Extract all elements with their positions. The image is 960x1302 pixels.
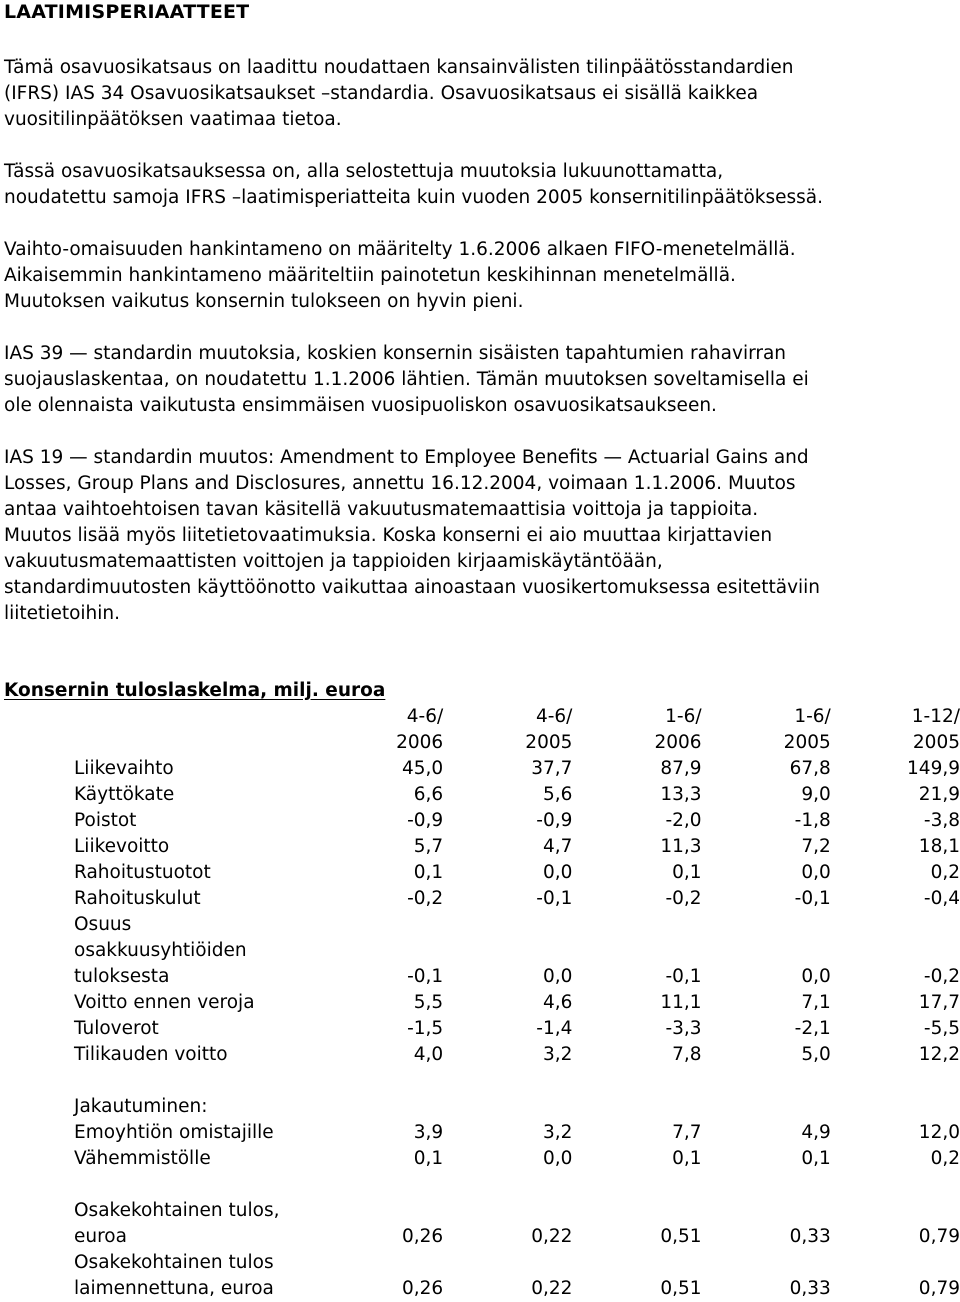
cell-value: 17,7 xyxy=(918,992,960,1013)
cell-value: -0,2 xyxy=(407,888,444,909)
table-row xyxy=(4,834,960,860)
text-line: Aikaisemmin hankintameno määriteltiin painotetun keskihinnan menetelmällä. xyxy=(4,265,736,286)
paragraph-ias39 xyxy=(4,341,956,419)
table-row xyxy=(4,1224,960,1250)
cell-value: -0,9 xyxy=(536,810,573,831)
cell-value: 37,7 xyxy=(531,758,573,779)
cell-value: 5,0 xyxy=(801,1044,831,1065)
cell-value: 0,51 xyxy=(660,1278,702,1299)
table-row xyxy=(4,1016,960,1042)
cell-value: 13,3 xyxy=(660,784,702,805)
text-line: (IFRS) IAS 34 Osavuosikatsaukset –standardia. Osavuosikatsaus ei sisällä kaikkea xyxy=(4,83,759,104)
cell-value: 0,0 xyxy=(542,966,573,987)
cell-value: -0,4 xyxy=(923,888,960,909)
row-label: Tilikauden voitto xyxy=(74,1044,228,1065)
table-row xyxy=(4,1120,960,1146)
column-header-year: 2005 xyxy=(525,732,573,753)
cell-value: 0,51 xyxy=(660,1226,702,1247)
header-period-row xyxy=(4,704,960,730)
cell-value: 0,0 xyxy=(542,1148,573,1169)
text-line: Tämä osavuosikatsaus on laadittu noudattaen kansainvälisten tilinpäätösstandardien xyxy=(4,57,794,78)
cell-value: 0,2 xyxy=(930,1148,960,1169)
text-line: noudatettu samoja IFRS –laatimisperiatteita kuin vuoden 2005 konsernitilinpäätöksessä. xyxy=(4,187,823,208)
row-label: Käyttökate xyxy=(74,784,175,805)
cell-value: 3,9 xyxy=(413,1122,444,1143)
paragraph-inventory xyxy=(4,237,956,315)
cell-value: 7,8 xyxy=(672,1044,702,1065)
paragraph-ias34 xyxy=(4,55,956,133)
text-line: standardimuutosten käyttöönotto vaikuttaa ainoastaan vuosikertomuksessa esitettäviin xyxy=(4,577,821,598)
row-label: Voitto ennen veroja xyxy=(74,992,255,1013)
cell-value: 4,9 xyxy=(801,1122,831,1143)
text-line: Muutos lisää myös liitetietovaatimuksia. Koska konserni ei aio muuttaa kirjattavien xyxy=(4,525,773,546)
income-statement-title: Konsernin tuloslaskelma, milj. euroa xyxy=(4,680,386,701)
table-row xyxy=(4,938,960,964)
cell-value: 11,1 xyxy=(660,992,702,1013)
cell-value: 0,79 xyxy=(918,1278,960,1299)
cell-value: 18,1 xyxy=(918,836,960,857)
cell-value: 149,9 xyxy=(907,758,960,779)
paragraph-ifrs-principles xyxy=(4,159,956,211)
column-header-year: 2005 xyxy=(912,732,960,753)
cell-value: 21,9 xyxy=(918,784,960,805)
text-line: antaa vaihtoehtoisen tavan käsitellä vakuutusmatemaattisia voittoja ja tappioita. xyxy=(4,499,759,520)
cell-value: 0,1 xyxy=(413,862,444,883)
header-year-row xyxy=(4,730,960,756)
cell-value: 0,33 xyxy=(789,1278,831,1299)
distribution-title: Jakautuminen: xyxy=(74,1096,208,1117)
row-label: Poistot xyxy=(74,810,137,831)
text-line: ole olennaista vaikutusta ensimmäisen vuosipuoliskon osavuosikatsaukseen. xyxy=(4,395,717,416)
cell-value: 0,26 xyxy=(402,1226,444,1247)
row-label-line: Osakekohtainen tulos xyxy=(74,1252,274,1273)
column-header: 4-6/ xyxy=(535,706,573,727)
page-title: LAATIMISPERIAATTEET xyxy=(4,1,250,23)
text-line: IAS 39 — standardin muutoksia, koskien konsernin sisäisten tapahtumien rahavirran xyxy=(4,343,787,364)
row-label: Liikevaihto xyxy=(74,758,174,779)
cell-value: 4,6 xyxy=(542,992,573,1013)
cell-value: 87,9 xyxy=(660,758,702,779)
table-row xyxy=(4,964,960,990)
cell-value: -0,2 xyxy=(665,888,702,909)
table-row xyxy=(4,1042,960,1068)
text-line: vakuutusmatemaattisten voittojen ja tappioiden kirjaamiskäytäntöään, xyxy=(4,551,663,572)
table-row xyxy=(4,756,960,782)
row-label: Liikevoitto xyxy=(74,836,170,857)
text-line: liitetietoihin. xyxy=(4,603,121,624)
column-header: 1-12/ xyxy=(911,706,960,727)
cell-value: -2,0 xyxy=(665,810,702,831)
table-row xyxy=(4,912,960,938)
table-row xyxy=(4,860,960,886)
cell-value: 0,79 xyxy=(918,1226,960,1247)
column-header-year: 2006 xyxy=(654,732,702,753)
spacer-row xyxy=(4,1172,960,1198)
table-row xyxy=(4,886,960,912)
cell-value: 0,22 xyxy=(531,1226,573,1247)
text-line: Losses, Group Plans and Disclosures, annettu 16.12.2004, voimaan 1.1.2006. Muutos xyxy=(4,473,796,494)
cell-value: -1,5 xyxy=(407,1018,444,1039)
cell-value: 0,26 xyxy=(402,1278,444,1299)
text-line: Tässä osavuosikatsauksessa on, alla selostettuja muutoksia lukuunottamatta, xyxy=(4,161,724,182)
cell-value: 3,2 xyxy=(542,1122,573,1143)
cell-value: -3,8 xyxy=(923,810,960,831)
cell-value: 0,1 xyxy=(672,862,702,883)
cell-value: 3,2 xyxy=(542,1044,573,1065)
cell-value: 5,7 xyxy=(413,836,444,857)
column-header-year: 2005 xyxy=(783,732,831,753)
text-line: vuositilinpäätöksen vaatimaa tietoa. xyxy=(4,109,342,130)
table-row xyxy=(4,990,960,1016)
cell-value: 12,2 xyxy=(918,1044,960,1065)
table-row xyxy=(4,1146,960,1172)
row-label: Vähemmistölle xyxy=(74,1148,211,1169)
cell-value: -0,2 xyxy=(923,966,960,987)
column-header-year: 2006 xyxy=(396,732,444,753)
cell-value: -0,1 xyxy=(794,888,831,909)
table-row xyxy=(4,808,960,834)
cell-value: 11,3 xyxy=(660,836,702,857)
cell-value: 7,7 xyxy=(672,1122,702,1143)
cell-value: 0,33 xyxy=(789,1226,831,1247)
text-line: Vaihto-omaisuuden hankintameno on määritelty 1.6.2006 alkaen FIFO-menetelmällä. xyxy=(4,239,796,260)
cell-value: 0,0 xyxy=(801,966,831,987)
row-label-line: tuloksesta xyxy=(74,966,170,987)
text-line: Muutoksen vaikutus konsernin tulokseen on hyvin pieni. xyxy=(4,291,524,312)
cell-value: 0,0 xyxy=(542,862,573,883)
row-label-line: osakkuusyhtiöiden xyxy=(74,940,247,961)
cell-value: 6,6 xyxy=(413,784,444,805)
column-header: 4-6/ xyxy=(406,706,444,727)
cell-value: -5,5 xyxy=(923,1018,960,1039)
row-label-line: Osakekohtainen tulos, xyxy=(74,1200,280,1221)
cell-value: -0,9 xyxy=(407,810,444,831)
cell-value: 7,2 xyxy=(801,836,831,857)
table-row xyxy=(4,1250,960,1276)
column-header: 1-6/ xyxy=(794,706,831,727)
cell-value: -2,1 xyxy=(794,1018,831,1039)
row-label-line: laimennettuna, euroa xyxy=(74,1278,274,1299)
cell-value: -0,1 xyxy=(665,966,702,987)
row-label-line: euroa xyxy=(74,1226,127,1247)
row-label: Rahoituskulut xyxy=(74,888,201,909)
table-row xyxy=(4,1094,960,1120)
cell-value: -3,3 xyxy=(665,1018,702,1039)
cell-value: 5,5 xyxy=(413,992,444,1013)
cell-value: 0,1 xyxy=(801,1148,831,1169)
cell-value: -1,8 xyxy=(794,810,831,831)
cell-value: 5,6 xyxy=(542,784,573,805)
table-row xyxy=(4,1198,960,1224)
row-label: Tuloverot xyxy=(74,1018,159,1039)
cell-value: 0,0 xyxy=(801,862,831,883)
cell-value: -1,4 xyxy=(536,1018,573,1039)
cell-value: 0,2 xyxy=(930,862,960,883)
cell-value: 12,0 xyxy=(918,1122,960,1143)
text-line: IAS 19 — standardin muutos: Amendment to Employee Benefits — Actuarial Gains and xyxy=(4,447,809,468)
cell-value: -0,1 xyxy=(536,888,573,909)
cell-value: 0,1 xyxy=(672,1148,702,1169)
cell-value: 0,1 xyxy=(413,1148,444,1169)
paragraph-ias19 xyxy=(4,445,956,627)
table-row xyxy=(4,782,960,808)
row-label-line: Osuus xyxy=(74,914,132,935)
row-label: Rahoitustuotot xyxy=(74,862,211,883)
cell-value: 67,8 xyxy=(789,758,831,779)
text-line: suojauslaskentaa, on noudatettu 1.1.2006 lähtien. Tämän muutoksen soveltamisella ei xyxy=(4,369,809,390)
cell-value: 4,0 xyxy=(413,1044,444,1065)
cell-value: 45,0 xyxy=(402,758,444,779)
cell-value: 7,1 xyxy=(801,992,831,1013)
table-row xyxy=(4,1276,960,1302)
cell-value: 9,0 xyxy=(801,784,831,805)
column-header: 1-6/ xyxy=(665,706,702,727)
cell-value: 0,22 xyxy=(531,1278,573,1299)
spacer-row xyxy=(4,1068,960,1094)
income-statement-table xyxy=(4,704,960,1302)
cell-value: 4,7 xyxy=(542,836,573,857)
row-label: Emoyhtiön omistajille xyxy=(74,1122,274,1143)
cell-value: -0,1 xyxy=(407,966,444,987)
